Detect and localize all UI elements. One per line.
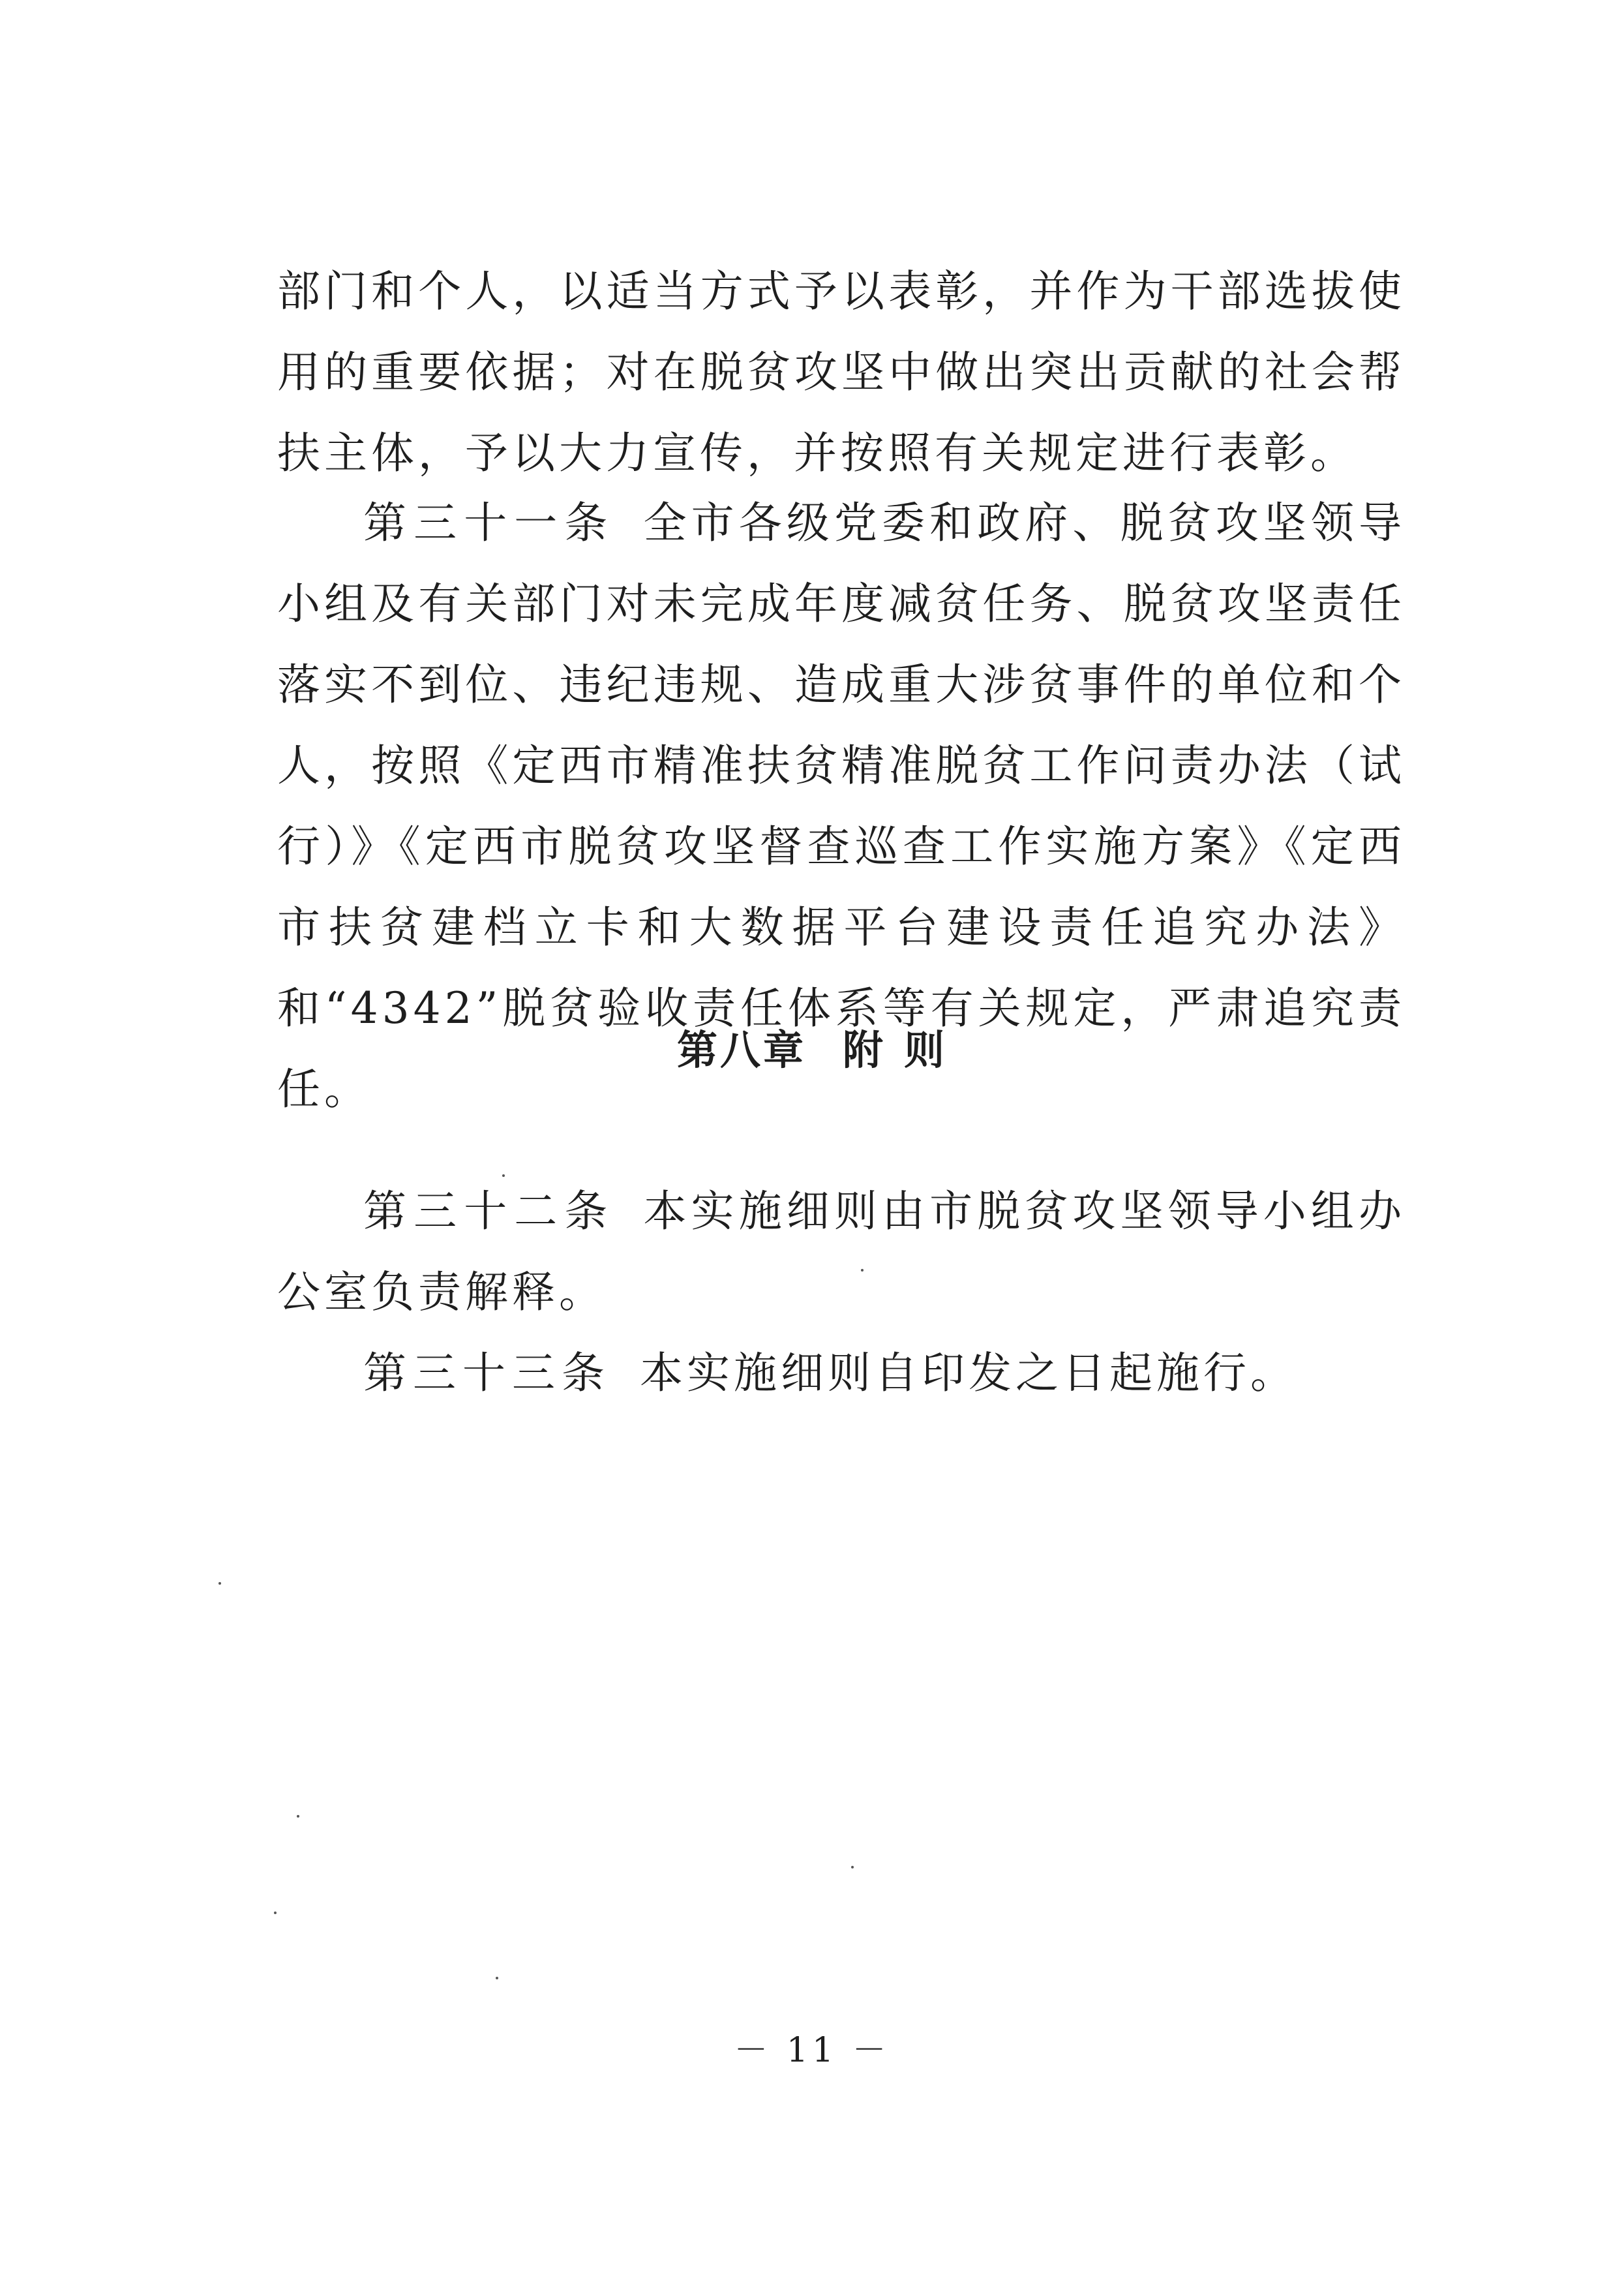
scan-speck bbox=[851, 1866, 854, 1868]
scan-speck bbox=[496, 1977, 498, 1979]
chapter-8-title bbox=[0, 1018, 1624, 1076]
article-31-label: 第三十一条 bbox=[363, 498, 615, 548]
article-33 bbox=[277, 1333, 1406, 1414]
scan-speck bbox=[297, 1815, 299, 1818]
scan-speck bbox=[861, 1269, 864, 1272]
chapter-word-1: 附 bbox=[842, 1026, 886, 1074]
article-33-text: 本实施细则自印发之日起施行。 bbox=[640, 1348, 1297, 1398]
article-33-label: 第三十三条 bbox=[363, 1348, 611, 1398]
scan-speck bbox=[274, 1912, 277, 1914]
article-31-text: 全市各级党委和政府、脱贫攻坚领导小组及有关部门对未完成年度减贫任务、脱贫攻坚责任落实不到位、违纪违规、造成重大涉贫事件的单位和个人，按照《定西市精准扶贫精准脱贫工作问责办法（试行）》《定西市脱贫攻坚督查巡查工作实施方案》《定西市扶贫建档立卡和大数据平台建设责任追究办法》和“4342”脱贫验收责任体系等有关规定，严肃追究责任。 bbox=[277, 498, 1406, 1114]
chapter-prefix: 第八章 bbox=[676, 1026, 806, 1074]
scan-speck bbox=[218, 1582, 221, 1585]
scan-speck bbox=[502, 1174, 505, 1177]
page-number: － 11 － bbox=[734, 2031, 890, 2070]
article-32-label: 第三十二条 bbox=[363, 1186, 615, 1236]
chapter-word-2: 则 bbox=[904, 1026, 948, 1074]
paragraph-continuation: 部门和个人，以适当方式予以表彰，并作为干部选拔使用的重要依据；对在脱贫攻坚中做出突出贡献的社会帮扶主体，予以大力宣传，并按照有关规定进行表彰。 bbox=[277, 266, 1406, 478]
article-32 bbox=[277, 1171, 1406, 1333]
article-32-text: 本实施细则由市脱贫攻坚领导小组办公室负责解释。 bbox=[277, 1186, 1406, 1317]
